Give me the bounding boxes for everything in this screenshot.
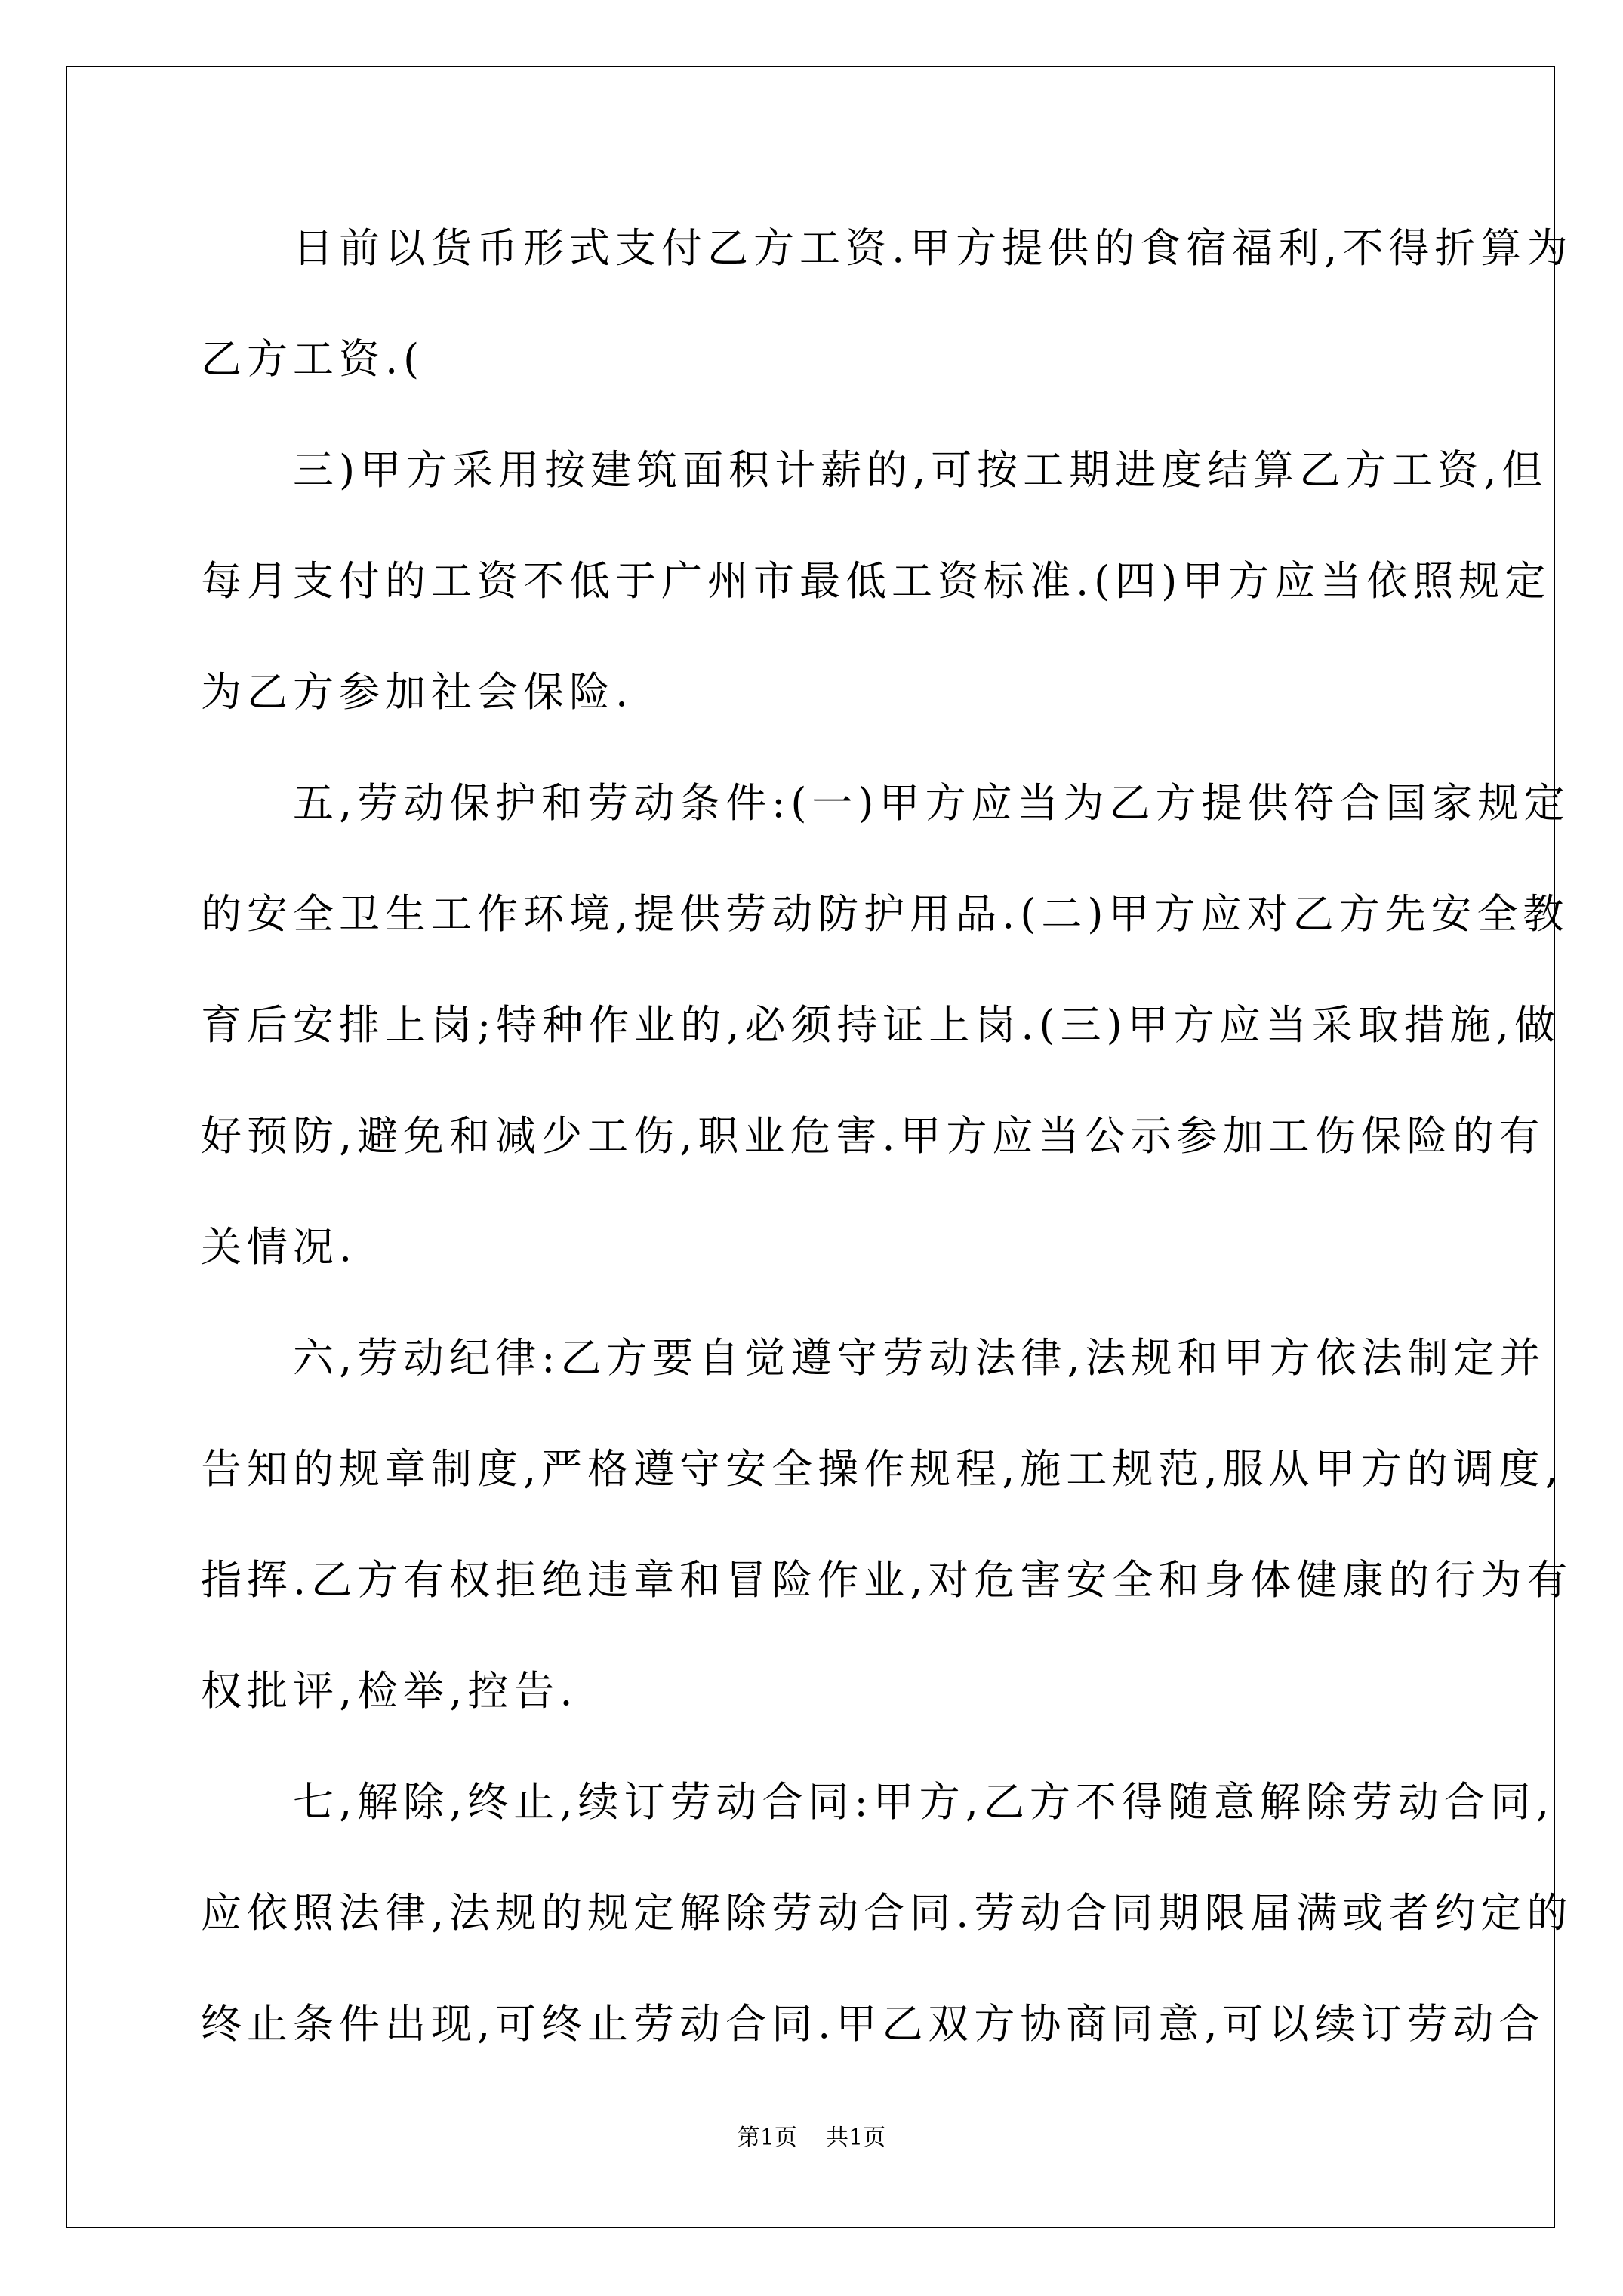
page-number-footer: 第1页 共1页 xyxy=(737,2125,886,2151)
text-line: 乙方工资.( xyxy=(201,335,425,383)
text-line: 的安全卫生工作环境,提供劳动防护用品.(二)甲方应对乙方先安全教 xyxy=(201,890,1569,938)
text-line: 育后安排上岗;特种作业的,必须持证上岗.(三)甲方应当采取措施,做 xyxy=(201,1001,1560,1049)
text-line: 六,劳动纪律:乙方要自觉遵守劳动法律,法规和甲方依法制定并 xyxy=(201,1334,1546,1382)
text-line: 五,劳动保护和劳动条件:(一)甲方应当为乙方提供符合国家规定 xyxy=(201,779,1570,827)
text-line: 权批评,检举,控告. xyxy=(201,1667,578,1715)
text-line: 好预防,避免和减少工伤,职业危害.甲方应当公示参加工伤保险的有 xyxy=(201,1112,1545,1160)
text-line: 三)甲方采用按建筑面积计薪的,可按工期进度结算乙方工资,但 xyxy=(201,446,1548,494)
document-body xyxy=(201,220,1573,2052)
text-line: 终止条件出现,可终止劳动合同.甲乙双方协商同意,可以续订劳动合 xyxy=(201,2000,1545,2048)
text-line: 日前以货币形式支付乙方工资.甲方提供的食宿福利,不得折算为 xyxy=(201,224,1573,272)
text-line: 告知的规章制度,严格遵守安全操作规程,施工规范,服从甲方的调度, xyxy=(201,1445,1563,1493)
text-line: 指挥.乙方有权拒绝违章和冒险作业,对危害安全和身体健康的行为有 xyxy=(201,1556,1573,1604)
text-line: 关情况. xyxy=(201,1223,358,1271)
text-line: 应依照法律,法规的规定解除劳动合同.劳动合同期限届满或者约定的 xyxy=(201,1889,1573,1937)
text-line: 为乙方参加社会保险. xyxy=(201,668,634,716)
text-line: 每月支付的工资不低于广州市最低工资标准.(四)甲方应当依照规定 xyxy=(201,557,1551,605)
text-line: 七,解除,终止,续订劳动合同:甲方,乙方不得随意解除劳动合同, xyxy=(201,1778,1555,1826)
